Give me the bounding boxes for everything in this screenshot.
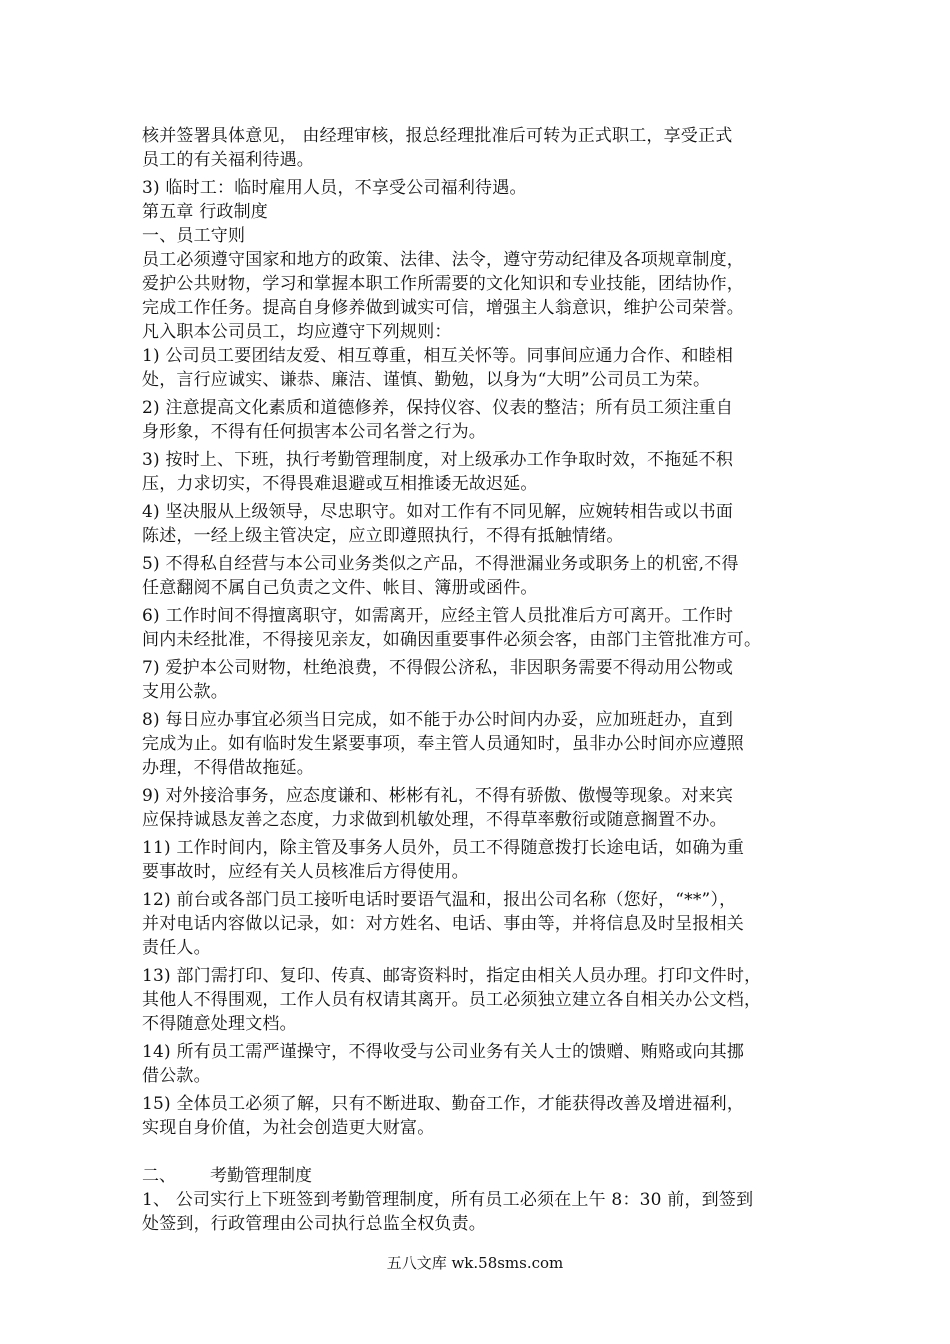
text-line: 凡入职本公司员工，均应遵守下列规则：: [142, 322, 452, 342]
rule-item: [142, 708, 832, 780]
rule-item: [142, 1040, 832, 1088]
text-line: 员工必须遵守国家和地方的政策、法律、法令，遵守劳动纪律及各项规章制度，: [142, 250, 744, 270]
rule-item: [142, 344, 832, 392]
rule-item: [142, 784, 832, 832]
rule-line: 其他人不得围观，工作人员有权请其离开。员工必须独立建立各自相关办公文档，: [142, 990, 762, 1010]
rule-line: 责任人。: [142, 938, 211, 958]
rule-line: 要事故时，应经有关人员核准后方得使用。: [142, 862, 469, 882]
rule-line: 4) 坚决服从上级领导，尽忠职守。如对工作有不同见解，应婉转相告或以书面: [142, 502, 734, 522]
rule-item: [142, 888, 832, 960]
rule-line: 8) 每日应办事宜必须当日完成，如不能于办公时间内办妥，应加班赶办，直到: [142, 710, 734, 730]
rule-line: 任意翻阅不属自己负责之文件、帐目、簿册或函件。: [142, 578, 538, 598]
blank-line: [142, 1140, 832, 1164]
text-line: 处签到，行政管理由公司执行总监全权负责。: [142, 1214, 486, 1234]
rule-item: [142, 656, 832, 704]
rule-line: 实现自身价值，为社会创造更大财富。: [142, 1118, 435, 1138]
rule-item: [142, 396, 832, 444]
rule-item: [142, 604, 832, 652]
rule-item: [142, 1092, 832, 1140]
rule-item: [142, 552, 832, 600]
text-line: 完成工作任务。提高自身修养做到诚实可信，增强主人翁意识，维护公司荣誉。: [142, 298, 744, 318]
rule-line: 应保持诚恳友善之态度，力求做到机敏处理，不得草率敷衍或随意搁置不办。: [142, 810, 727, 830]
text-line: 爱护公共财物，学习和掌握本职工作所需要的文化知识和专业技能，团结协作，: [142, 274, 744, 294]
rule-line: 1) 公司员工要团结友爱、相互尊重，相互关怀等。同事间应通力合作、和睦相: [142, 346, 734, 366]
rule-line: 陈述，一经上级主管决定，应立即遵照执行，不得有抵触情绪。: [142, 526, 624, 546]
rule-line: 12) 前台或各部门员工接听电话时要语气温和，报出公司名称（您好，“**”），: [142, 890, 737, 910]
rule-line: 5) 不得私自经营与本公司业务类似之产品，不得泄漏业务或职务上的机密,不得: [142, 554, 739, 574]
rule-line: 办理，不得借故拖延。: [142, 758, 314, 778]
rule-line: 身形象，不得有任何损害本公司名誉之行为。: [142, 422, 486, 442]
rule-line: 间内未经批准，不得接见亲友，如确因重要事件必须会客，由部门主管批准方可。: [142, 630, 762, 650]
rule-item: [142, 964, 832, 1036]
rule-line: 14) 所有员工需严谨操守，不得收受与公司业务有关人士的馈赠、贿赂或向其挪: [142, 1042, 745, 1062]
text-line: 1、 公司实行上下班签到考勤管理制度，所有员工必须在上午 8：30 前，到签到: [142, 1190, 754, 1210]
rule-line: 2) 注意提高文化素质和道德修养，保持仪容、仪表的整洁；所有员工须注重自: [142, 398, 734, 418]
rule-line: 压，力求切实，不得畏难退避或互相推诿无故迟延。: [142, 474, 538, 494]
section-heading-attendance: [142, 1164, 832, 1188]
rule-line: 完成为止。如有临时发生紧要事项，奉主管人员通知时，虽非办公时间亦应遵照: [142, 734, 744, 754]
section-heading: 一、员工守则: [142, 226, 246, 246]
rule-item: [142, 836, 832, 884]
rule-line: 11) 工作时间内，除主管及事务人员外，员工不得随意拨打长途电话，如确为重: [142, 838, 745, 858]
text-line: 员工的有关福利待遇。: [142, 150, 314, 170]
rule-line: 7) 爱护本公司财物，杜绝浪费，不得假公济私，非因职务需要不得动用公物或: [142, 658, 734, 678]
text-line: 3) 临时工：临时雇用人员，不享受公司福利待遇。: [142, 178, 527, 198]
rule-line: 3) 按时上、下班，执行考勤管理制度，对上级承办工作争取时效，不拖延不积: [142, 450, 734, 470]
rule-line: 处，言行应诚实、谦恭、廉洁、谨慎、勤勉，以身为“大明”公司员工为荣。: [142, 370, 711, 390]
text-line: 核并签署具体意见， 由经理审核，报总经理批准后可转为正式职工，享受正式: [142, 126, 733, 146]
section-number: 二、: [142, 1166, 176, 1186]
rule-line: 9) 对外接洽事务，应态度谦和、彬彬有礼，不得有骄傲、傲慢等现象。对来宾: [142, 786, 734, 806]
rule-line: 支用公款。: [142, 682, 228, 702]
rule-line: 并对电话内容做以记录，如：对方姓名、电话、事由等，并将信息及时呈报相关: [142, 914, 744, 934]
rule-line: 借公款。: [142, 1066, 211, 1086]
chapter-heading: 第五章 行政制度: [142, 202, 269, 222]
rule-item: [142, 448, 832, 496]
rule-item: [142, 500, 832, 548]
page-footer-watermark: 五八文库 wk.58sms.com: [386, 1254, 564, 1272]
section-title-text: 考勤管理制度: [210, 1166, 312, 1186]
rule-line: 6) 工作时间不得擅离职守，如需离开，应经主管人员批准后方可离开。工作时: [142, 606, 734, 626]
rule-line: 13) 部门需打印、复印、传真、邮寄资料时，指定由相关人员办理。打印文件时，: [142, 966, 762, 986]
rule-line: 15) 全体员工必须了解，只有不断进取、勤奋工作，才能获得改善及增进福利，: [142, 1094, 745, 1114]
document-body: [142, 124, 832, 1236]
rule-line: 不得随意处理文档。: [142, 1014, 297, 1034]
